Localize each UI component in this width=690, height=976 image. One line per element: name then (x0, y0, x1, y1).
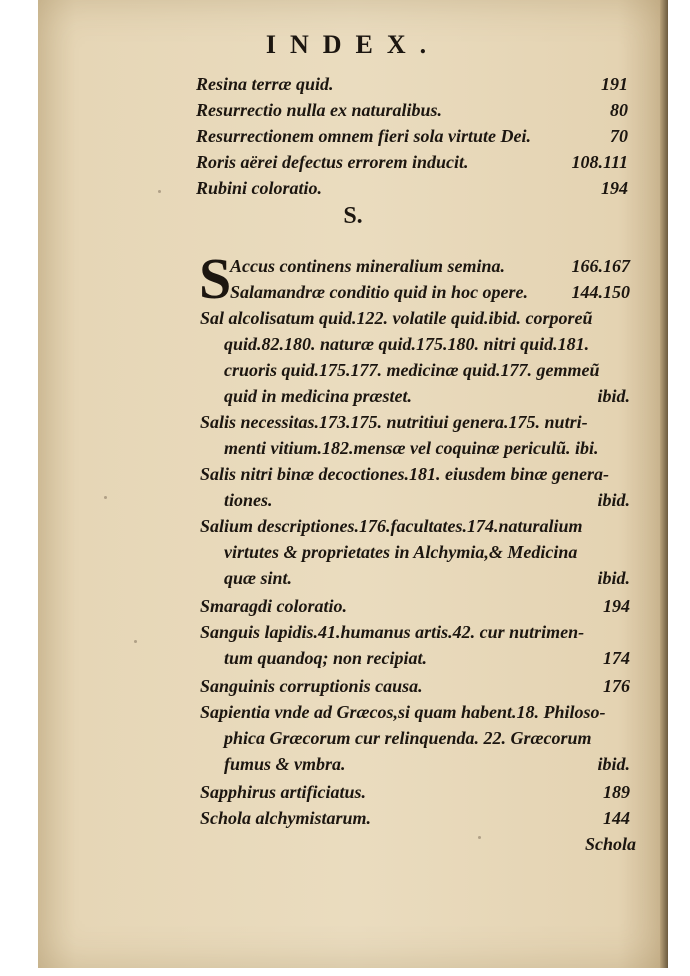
index-entry (38, 596, 668, 622)
entry-text: Sanguis lapidis.41.humanus artis.42. cur nutrimen- (200, 622, 585, 642)
book-page (38, 0, 668, 968)
entry-text: Salis necessitas.173.175. nutritiui genera.175. nutri- (200, 412, 588, 432)
entry-page: 144.150 (571, 282, 630, 302)
entry-text: Salis nitri binæ decoctiones.181. eiusdem binæ genera- (200, 464, 610, 484)
entry-text: cruoris quid.175.177. medicinæ quid.177. gemmeũ (224, 360, 600, 380)
entry-text: Smaragdi coloratio. (200, 596, 348, 616)
entry-page: 80 (610, 100, 628, 120)
index-entry (38, 74, 668, 100)
entry-text: tiones. (224, 490, 273, 510)
index-entry-continued (38, 490, 668, 516)
entry-page: 191 (601, 74, 628, 94)
entry-page: 166.167 (571, 256, 630, 276)
index-entry-continued (38, 438, 668, 464)
index-entry-continued (38, 568, 668, 594)
index-entry (38, 152, 668, 178)
entry-text: Rubini coloratio. (196, 178, 323, 198)
entry-text: Salamandræ conditio quid in hoc opere. (230, 282, 529, 302)
entry-text: Sanguinis corruptionis causa. (200, 676, 423, 696)
index-entry-continued (38, 334, 668, 360)
entry-text: Resurrectio nulla ex naturalibus. (196, 100, 443, 120)
index-entry-continued (38, 754, 668, 780)
entry-text: Resina terræ quid. (196, 74, 334, 94)
entry-text: Sal alcolisatum quid.122. volatile quid.ibid. corporeũ (200, 308, 593, 328)
index-entry (38, 516, 668, 542)
entry-page: 70 (610, 126, 628, 146)
entry-text: Salium descriptiones.176.facultates.174.naturalium (200, 516, 583, 536)
index-entry (38, 676, 668, 702)
drop-cap: S (199, 246, 232, 311)
entry-text: fumus & vmbra. (224, 754, 346, 774)
entry-text: quæ sint. (224, 568, 293, 588)
index-entry (38, 412, 668, 438)
index-entry-continued (38, 542, 668, 568)
entry-page: ibid. (597, 568, 630, 588)
paper-speck (478, 836, 481, 839)
entry-text: Accus continens mineralium semina. (230, 256, 506, 276)
index-entry (38, 782, 668, 808)
index-entry (38, 464, 668, 490)
entry-text: Schola alchymistarum. (200, 808, 372, 828)
page-header: INDEX. (265, 30, 441, 59)
index-entry (38, 178, 668, 204)
entry-page: ibid. (597, 386, 630, 406)
entry-text: Resurrectionem omnem fieri sola virtute Dei. (196, 126, 531, 146)
paper-speck (104, 496, 107, 499)
entry-text: tum quandoq; non recipiat. (224, 648, 428, 668)
entry-page: 189 (603, 782, 630, 802)
index-entry (38, 126, 668, 152)
entry-page: ibid. (597, 754, 630, 774)
entry-page: 108.111 (571, 152, 628, 172)
entry-text: phica Græcorum cur relinquenda. 22. Græcorum (224, 728, 592, 748)
index-entry-continued (38, 648, 668, 674)
entry-text: Sapientia vnde ad Græcos,si quam habent.18. Philoso- (200, 702, 606, 722)
entry-text: quid in medicina præstet. (224, 386, 413, 406)
entry-text: quid.82.180. naturæ quid.175.180. nitri quid.181. (224, 334, 590, 354)
entry-text: Roris aërei defectus errorem inducit. (196, 152, 469, 172)
entry-page: 144 (603, 808, 630, 828)
paper-speck (158, 190, 161, 193)
paper-speck (134, 640, 137, 643)
index-entry-continued (38, 728, 668, 754)
index-entry (38, 702, 668, 728)
entry-text: Sapphirus artificiatus. (200, 782, 367, 802)
entry-text: menti vitium.182.mensæ vel coquinæ periculũ. ibi. (224, 438, 599, 458)
index-entry-continued (38, 386, 668, 412)
entry-page: 194 (601, 178, 628, 198)
entry-page: 176 (603, 676, 630, 696)
entry-page: 194 (603, 596, 630, 616)
index-entry (38, 100, 668, 126)
index-entry (38, 808, 668, 834)
index-entry (38, 308, 668, 334)
section-heading: S. (343, 203, 363, 229)
entry-text: virtutes & proprietates in Alchymia,& Medicina (224, 542, 578, 562)
entry-page: 174 (603, 648, 630, 668)
catchword: Schola (584, 834, 636, 854)
index-entry-continued (38, 360, 668, 386)
index-entry (38, 282, 668, 308)
index-entry (38, 256, 668, 282)
index-entry (38, 622, 668, 648)
entry-page: ibid. (597, 490, 630, 510)
